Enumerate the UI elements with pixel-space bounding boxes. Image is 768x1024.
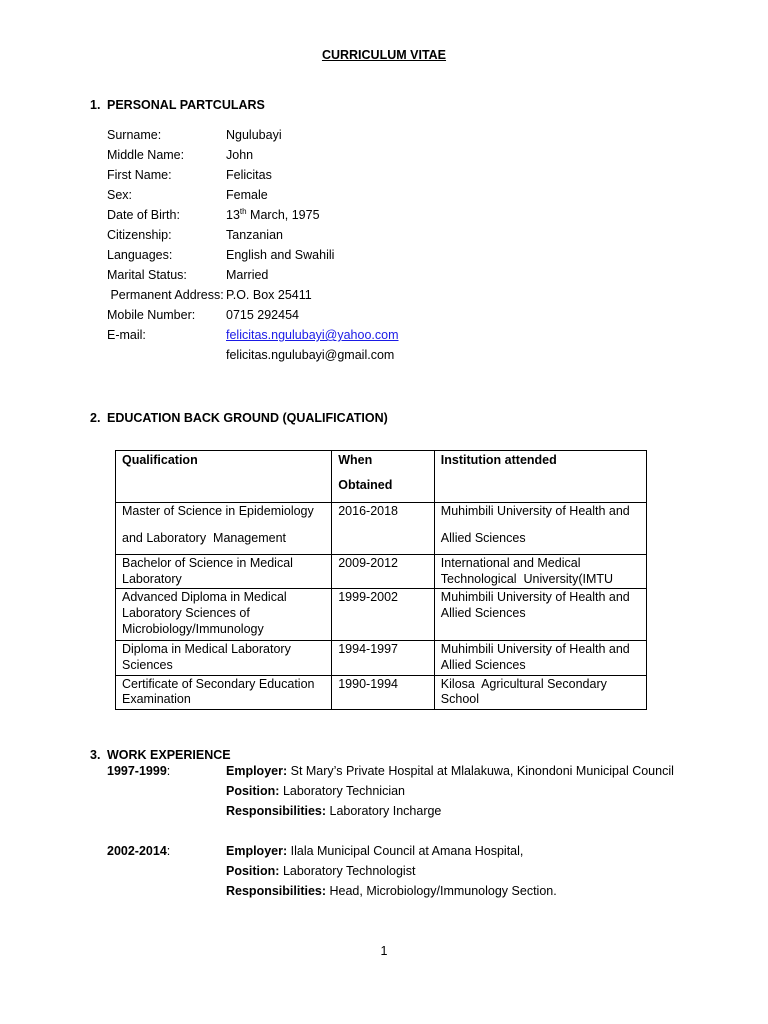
cell-when: 1990-1994 <box>332 675 435 709</box>
personal-row-marital-status <box>107 268 399 288</box>
employer-value: St Mary’s Private Hospital at Mlalakuwa, Kinondoni Municipal Council <box>287 764 674 778</box>
cell-qualification: Diploma in Medical Laboratory Sciences <box>116 641 332 675</box>
table-header-row <box>116 451 647 503</box>
personal-particulars <box>107 128 399 368</box>
personal-row-date-of-birth <box>107 208 399 228</box>
table-row <box>116 641 647 675</box>
work-responsibilities-line <box>226 804 674 824</box>
document-title: CURRICULUM VITAE <box>321 48 447 62</box>
employer-label: Employer: <box>226 764 288 778</box>
field-label: Sex: <box>107 188 133 202</box>
column-header-when <box>332 451 435 503</box>
work-responsibilities-line <box>226 884 557 904</box>
work-entry <box>107 764 727 824</box>
field-label: Middle Name: <box>107 148 185 162</box>
field-value: felicitas.ngulubayi@gmail.com <box>226 348 395 362</box>
work-dates-colon: : <box>166 764 171 778</box>
position-value: Laboratory Technologist <box>279 864 416 878</box>
personal-row-languages <box>107 248 399 268</box>
cell-institution: Muhimbili University of Health and Allied Sciences <box>434 641 646 675</box>
section-title: PERSONAL PARTCULARS <box>107 98 265 112</box>
cell-line: Master of Science in Epidemiology <box>122 504 314 518</box>
personal-row-middle-name <box>107 148 399 168</box>
work-dates-value: 1997-1999 <box>107 764 167 778</box>
field-label: Surname: <box>107 128 162 142</box>
position-label: Position: <box>226 784 280 798</box>
cell-line: and Laboratory Management <box>122 530 286 545</box>
section-heading-personal <box>90 98 265 114</box>
work-entry <box>107 844 727 904</box>
field-label: Marital Status: <box>107 268 187 282</box>
cell-institution <box>434 503 646 555</box>
header-line: When <box>338 453 373 467</box>
personal-row-mobile-number <box>107 308 399 328</box>
work-dates-colon: : <box>166 844 171 858</box>
work-dates <box>107 844 226 904</box>
field-label: Permanent Address: <box>107 288 224 302</box>
field-value: Married <box>226 268 269 282</box>
table-row <box>116 503 647 555</box>
employer-value: Ilala Municipal Council at Amana Hospital, <box>287 844 524 858</box>
work-employer-line <box>226 844 557 864</box>
personal-row-permanent-address <box>107 288 399 308</box>
column-header-institution: Institution attended <box>434 451 646 503</box>
responsibilities-value: Head, Microbiology/Immunology Section. <box>326 884 557 898</box>
responsibilities-label: Responsibilities: <box>226 884 327 898</box>
table-row <box>116 555 647 589</box>
work-experience <box>107 764 727 904</box>
dob-day: 13 <box>226 208 240 222</box>
cell-qualification: Bachelor of Science in Medical Laboratory <box>116 555 332 589</box>
page-number: 1 <box>380 944 388 958</box>
field-value: 0715 292454 <box>226 308 299 322</box>
field-label: Languages: <box>107 248 173 262</box>
cell-qualification: Certificate of Secondary Education Examination <box>116 675 332 709</box>
field-label: Mobile Number: <box>107 308 196 322</box>
personal-row-first-name <box>107 168 399 188</box>
work-dates <box>107 764 226 824</box>
field-label: First Name: <box>107 168 172 182</box>
column-header-qualification: Qualification <box>116 451 332 503</box>
personal-row-email <box>107 328 399 348</box>
work-dates-value: 2002-2014 <box>107 844 167 858</box>
field-value: John <box>226 148 254 162</box>
field-label-empty <box>107 348 226 368</box>
cell-when: 2009-2012 <box>332 555 435 589</box>
field-value <box>226 208 320 228</box>
section-heading-education <box>90 411 388 427</box>
cell-when: 1999-2002 <box>332 589 435 641</box>
field-value: P.O. Box 25411 <box>226 288 312 302</box>
section-title: WORK EXPERIENCE <box>107 748 231 762</box>
cell-qualification <box>116 503 332 555</box>
field-label: Date of Birth: <box>107 208 180 222</box>
section-title: EDUCATION BACK GROUND (QUALIFICATION) <box>107 411 388 425</box>
header-line: Obtained <box>338 478 393 492</box>
employer-label: Employer: <box>226 844 288 858</box>
personal-row-sex <box>107 188 399 208</box>
cell-line: Allied Sciences <box>440 530 526 545</box>
cell-when: 1994-1997 <box>332 641 435 675</box>
position-label: Position: <box>226 864 280 878</box>
field-value: English and Swahili <box>226 248 335 262</box>
education-table <box>115 450 647 710</box>
field-value: Tanzanian <box>226 228 283 242</box>
table-row <box>116 675 647 709</box>
dob-month-year: March, 1975 <box>246 208 320 222</box>
field-label: E-mail: <box>107 328 146 342</box>
cell-institution: Muhimbili University of Health and Allied Sciences <box>434 589 646 641</box>
section-number: 2. <box>90 411 101 425</box>
dob-ordinal: th <box>239 206 247 216</box>
cell-institution: International and Medical Technological University(IMTU <box>434 555 646 589</box>
email-link[interactable]: felicitas.ngulubayi@yahoo.com <box>226 328 399 342</box>
section-heading-work <box>90 748 231 764</box>
work-employer-line <box>226 764 674 784</box>
work-details <box>226 764 674 824</box>
work-details <box>226 844 557 904</box>
personal-row-citizenship <box>107 228 399 248</box>
responsibilities-value: Laboratory Incharge <box>326 804 442 818</box>
cell-line: Muhimbili University of Health and <box>440 504 630 518</box>
work-position-line <box>226 864 557 884</box>
section-number: 1. <box>90 98 101 112</box>
position-value: Laboratory Technician <box>279 784 406 798</box>
personal-row-surname <box>107 128 399 148</box>
field-value: Felicitas <box>226 168 272 182</box>
field-value: Ngulubayi <box>226 128 282 142</box>
field-label: Citizenship: <box>107 228 172 242</box>
cell-when: 2016-2018 <box>332 503 435 555</box>
work-position-line <box>226 784 674 804</box>
personal-row-email-secondary <box>107 348 399 368</box>
section-number: 3. <box>90 748 101 762</box>
field-value: Female <box>226 188 268 202</box>
cell-institution: Kilosa Agricultural Secondary School <box>434 675 646 709</box>
cell-qualification: Advanced Diploma in Medical Laboratory Sciences of Microbiology/Immunology <box>116 589 332 641</box>
responsibilities-label: Responsibilities: <box>226 804 327 818</box>
table-row <box>116 589 647 641</box>
